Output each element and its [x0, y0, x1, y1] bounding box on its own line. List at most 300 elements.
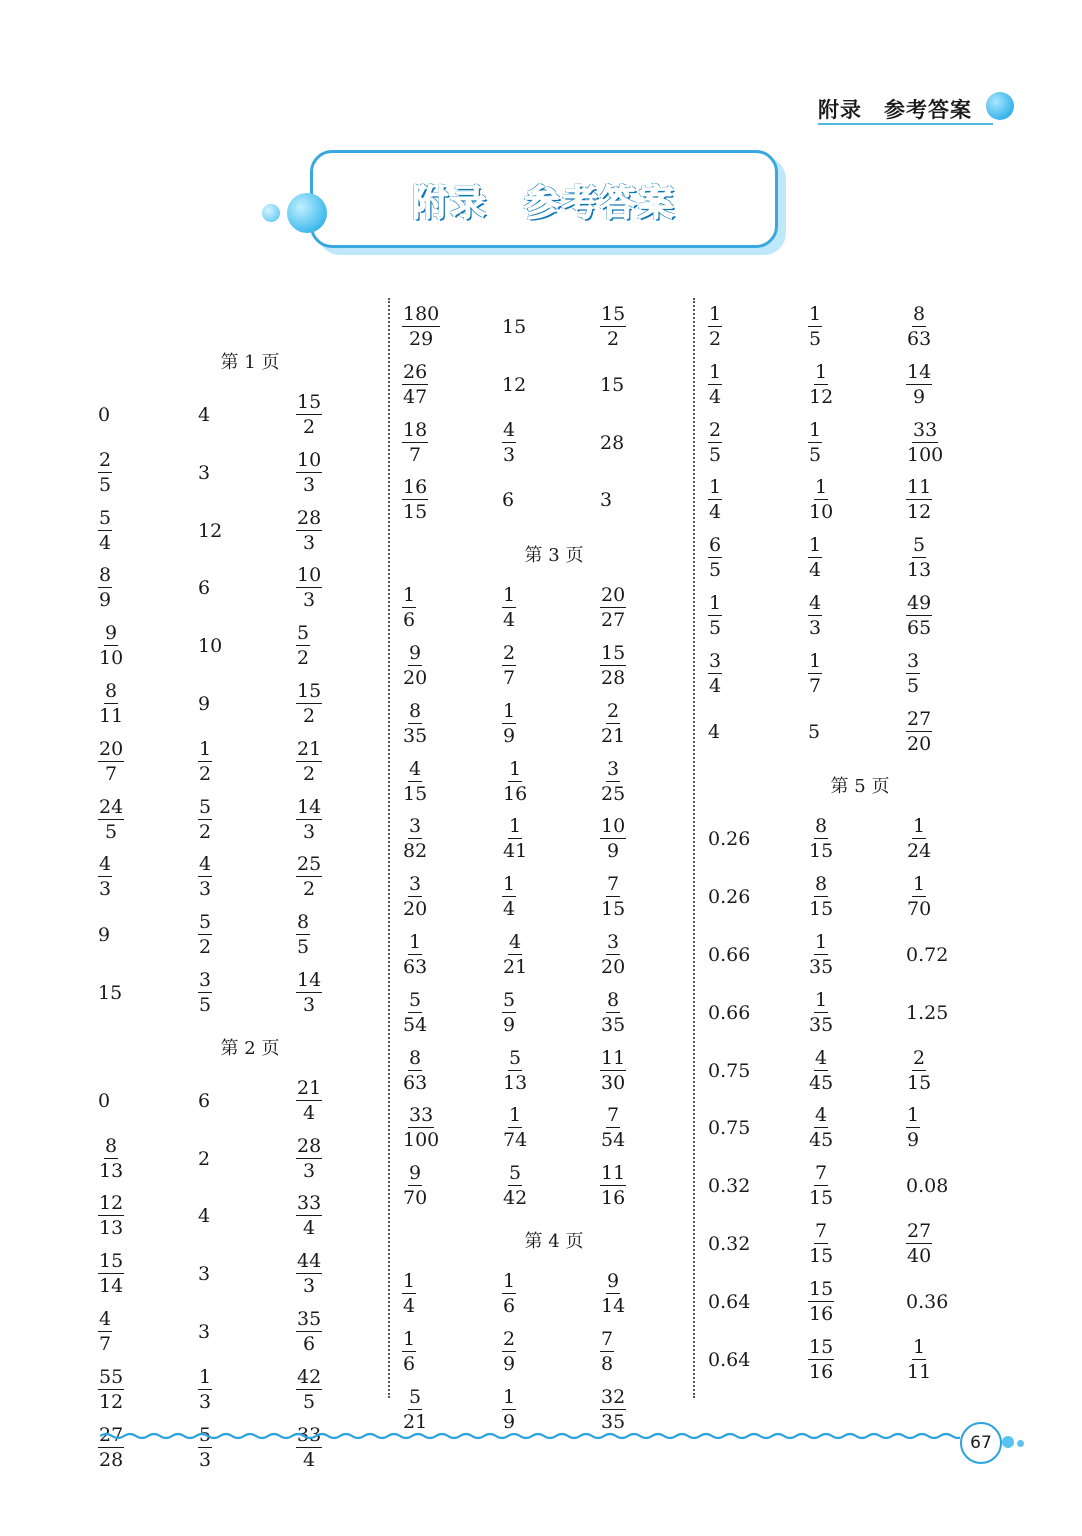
denominator: 15: [907, 1071, 932, 1094]
denominator: 3: [503, 443, 516, 466]
numerator: 28: [297, 1134, 322, 1157]
denominator: 9: [503, 1013, 516, 1036]
fraction: [808, 988, 834, 1036]
answer-cell: [600, 1269, 690, 1319]
denominator: 2: [303, 762, 316, 785]
blue-ball-icon: [986, 92, 1014, 120]
numerator: 9: [409, 642, 422, 664]
fraction: [402, 988, 428, 1036]
answer-value: 0.66: [708, 1001, 751, 1024]
answer-cell: [600, 583, 690, 633]
numerator: 55: [99, 1365, 124, 1388]
answer-cell: [708, 1277, 798, 1327]
fraction: [98, 506, 112, 554]
answer-cell: [708, 872, 798, 922]
denominator: 3: [303, 820, 316, 843]
numerator: 1: [913, 1335, 926, 1358]
answer-cell: [708, 302, 798, 352]
answer-value: 0.72: [906, 944, 949, 966]
numerator: 8: [815, 815, 828, 838]
answer-cell: [198, 1307, 288, 1357]
numerator: 4: [503, 418, 516, 441]
fraction: [296, 1134, 322, 1182]
answer-value: 6: [502, 489, 515, 512]
answer-cell: [808, 1161, 898, 1211]
fraction: [808, 817, 834, 861]
numerator: 7: [607, 1104, 620, 1127]
fraction: [502, 757, 528, 805]
answer-cell: [502, 699, 592, 749]
fraction: [98, 682, 124, 726]
answer-cell: [296, 1191, 386, 1241]
denominator: 15: [809, 840, 834, 863]
numerator: 5: [199, 795, 212, 818]
answer-cell: [708, 418, 798, 468]
numerator: 20: [99, 737, 124, 760]
answer-cell: [502, 988, 592, 1038]
denominator: 7: [809, 674, 822, 697]
section-heading: 第 2 页: [220, 1037, 280, 1059]
answer-cell: [402, 988, 492, 1038]
fraction: [198, 971, 212, 1015]
answer-value: 0.36: [906, 1290, 949, 1313]
answer-value: 3: [198, 1263, 211, 1286]
numerator: 8: [913, 303, 926, 325]
numerator: 11: [601, 1162, 626, 1185]
answer-cell: [296, 910, 386, 960]
numerator: 15: [601, 303, 626, 325]
answer-cell: [502, 872, 592, 922]
denominator: 15: [809, 898, 834, 921]
denominator: 12: [809, 385, 834, 408]
answer-cell: [708, 1103, 798, 1153]
denominator: 25: [601, 782, 626, 805]
answer-cell: [502, 930, 592, 980]
fraction: [502, 988, 516, 1036]
numerator: 1: [809, 303, 822, 325]
fraction: [600, 1106, 626, 1150]
denominator: 21: [403, 1410, 428, 1433]
fraction: [808, 1222, 834, 1266]
fraction: [906, 1222, 932, 1266]
answer-value: 3: [600, 489, 613, 512]
answer-cell: [906, 591, 996, 641]
answer-cell: [502, 418, 592, 468]
fraction: [402, 305, 440, 349]
fraction: [502, 1164, 528, 1208]
answer-cell: [402, 872, 492, 922]
denominator: 5: [709, 559, 722, 582]
answer-value: 9: [198, 693, 211, 715]
numerator: 15: [297, 391, 322, 413]
numerator: 33: [913, 418, 938, 441]
numerator: 7: [815, 1220, 828, 1242]
denominator: 7: [105, 762, 118, 785]
numerator: 1: [509, 815, 522, 838]
numerator: 1: [913, 873, 926, 896]
denominator: 20: [907, 732, 932, 755]
answer-cell: [198, 621, 288, 671]
fraction: [402, 360, 428, 408]
answer-value: 5: [808, 720, 821, 743]
denominator: 47: [403, 385, 428, 408]
numerator: 9: [607, 1270, 620, 1292]
numerator: 2: [607, 699, 620, 722]
numerator: 1: [815, 360, 828, 383]
fraction: [906, 305, 932, 349]
answer-value: 4: [198, 404, 211, 426]
column-divider: [693, 298, 695, 1398]
numerator: 14: [907, 360, 932, 383]
denominator: 100: [907, 443, 944, 466]
numerator: 10: [297, 564, 322, 587]
answer-cell: [906, 1219, 996, 1269]
answer-cell: [98, 1365, 188, 1415]
denominator: 20: [403, 667, 428, 689]
numerator: 1: [809, 418, 822, 441]
answer-cell: [402, 360, 492, 410]
column-divider: [388, 298, 390, 1398]
numerator: 4: [99, 853, 112, 876]
answer-cell: [402, 302, 492, 352]
answer-cell: [906, 302, 996, 352]
section-heading: 第 3 页: [524, 545, 584, 567]
fraction: [296, 1310, 322, 1354]
numerator: 1: [199, 737, 212, 760]
denominator: 3: [303, 994, 316, 1016]
denominator: 5: [709, 617, 722, 639]
answer-cell: [808, 707, 898, 757]
answer-cell: [198, 679, 288, 729]
fraction: [906, 1335, 932, 1383]
numerator: 4: [509, 931, 522, 953]
numerator: 12: [99, 1192, 124, 1215]
numerator: 8: [607, 988, 620, 1011]
denominator: 65: [907, 617, 932, 639]
denominator: 3: [809, 617, 822, 639]
fraction: [808, 933, 834, 977]
answer-cell: [502, 475, 592, 525]
numerator: 1: [409, 931, 422, 953]
numerator: 1: [509, 1104, 522, 1127]
numerator: 1: [913, 815, 926, 838]
answer-cell: [402, 583, 492, 633]
numerator: 20: [601, 584, 626, 607]
fraction: [906, 478, 932, 522]
denominator: 3: [303, 1159, 316, 1182]
numerator: 4: [815, 1104, 828, 1127]
answer-cell: [906, 1277, 996, 1327]
fraction: [198, 795, 212, 843]
numerator: 1: [709, 360, 722, 383]
denominator: 16: [809, 1360, 834, 1383]
answer-cell: [808, 1219, 898, 1269]
answer-value: 0.26: [708, 828, 751, 851]
denominator: 54: [403, 1013, 428, 1036]
fraction: [808, 1335, 834, 1383]
numerator: 4: [99, 1308, 112, 1330]
numerator: 5: [913, 534, 926, 557]
answer-cell: [906, 1335, 996, 1385]
denominator: 28: [601, 667, 626, 689]
denominator: 16: [809, 1302, 834, 1325]
denominator: 2: [303, 416, 316, 438]
answer-value: 15: [502, 316, 527, 338]
numerator: 15: [297, 680, 322, 702]
answer-cell: [98, 448, 188, 498]
answer-cell: [296, 506, 386, 556]
answer-cell: [808, 649, 898, 699]
answer-cell: [98, 563, 188, 613]
numerator: 5: [409, 1385, 422, 1408]
answer-cell: [98, 795, 188, 845]
fraction: [296, 971, 322, 1015]
numerator: 49: [907, 592, 932, 614]
answer-cell: [502, 1269, 592, 1319]
numerator: 1: [503, 873, 516, 896]
fraction: [502, 817, 528, 861]
denominator: 12: [99, 1390, 124, 1413]
numerator: 14: [297, 969, 322, 991]
denominator: 10: [99, 647, 124, 670]
fraction: [600, 933, 626, 977]
answer-cell: [198, 448, 288, 498]
fraction: [296, 737, 322, 785]
fraction: [808, 478, 834, 522]
denominator: 7: [503, 667, 516, 689]
denominator: 9: [607, 840, 620, 863]
numerator: 1: [403, 1270, 416, 1292]
denominator: 15: [403, 501, 428, 524]
denominator: 63: [907, 328, 932, 350]
answer-value: 12: [198, 519, 223, 542]
answer-cell: [600, 988, 690, 1038]
answer-cell: [98, 737, 188, 787]
fraction: [98, 624, 124, 668]
denominator: 3: [303, 589, 316, 612]
denominator: 2: [303, 878, 316, 901]
fraction: [198, 1365, 212, 1413]
fraction: [98, 1194, 124, 1238]
answer-cell: [198, 852, 288, 902]
fraction: [402, 699, 428, 747]
numerator: 11: [601, 1046, 626, 1069]
fraction: [198, 855, 212, 899]
answer-cell: [98, 390, 188, 440]
denominator: 24: [907, 840, 932, 863]
numerator: 5: [509, 1162, 522, 1185]
denominator: 13: [99, 1159, 124, 1182]
numerator: 1: [509, 757, 522, 780]
denominator: 35: [809, 956, 834, 978]
numerator: 14: [297, 795, 322, 818]
denominator: 5: [199, 994, 212, 1016]
fraction: [296, 624, 310, 668]
denominator: 5: [709, 443, 722, 466]
fraction: [402, 1106, 440, 1150]
denominator: 3: [199, 1448, 212, 1471]
numerator: 10: [297, 448, 322, 471]
numerator: 11: [907, 476, 932, 499]
denominator: 2: [709, 328, 722, 350]
page-number: 67: [960, 1422, 1002, 1464]
denominator: 14: [99, 1275, 124, 1298]
answer-value: 6: [198, 1089, 211, 1112]
denominator: 45: [809, 1129, 834, 1152]
answer-cell: [98, 1076, 188, 1126]
answer-cell: [502, 583, 592, 633]
numerator: 1: [503, 584, 516, 607]
fraction: [296, 566, 322, 610]
answer-cell: [708, 475, 798, 525]
answer-cell: [600, 1327, 690, 1377]
section-heading: 第 4 页: [524, 1231, 584, 1252]
answer-cell: [808, 1335, 898, 1385]
numerator: 5: [199, 1423, 212, 1446]
denominator: 3: [99, 878, 112, 901]
numerator: 1: [815, 931, 828, 953]
denominator: 15: [601, 898, 626, 921]
answer-cell: [98, 679, 188, 729]
denominator: 4: [503, 609, 516, 632]
answer-value: 0.26: [708, 886, 751, 909]
fraction: [198, 913, 212, 957]
fraction: [98, 1252, 124, 1296]
answer-cell: [296, 563, 386, 613]
fraction: [402, 644, 428, 688]
fraction: [98, 1134, 124, 1182]
answer-cell: [198, 1365, 288, 1415]
denominator: 5: [907, 674, 920, 697]
denominator: 9: [503, 1410, 516, 1433]
fraction: [906, 360, 932, 408]
answer-value: 3: [198, 461, 211, 484]
answer-cell: [296, 795, 386, 845]
answer-cell: [906, 649, 996, 699]
answer-cell: [600, 1046, 690, 1096]
denominator: 6: [403, 1352, 416, 1375]
answer-cell: [708, 1335, 798, 1385]
answer-cell: [808, 533, 898, 583]
denominator: 21: [601, 724, 626, 747]
numerator: 5: [297, 622, 310, 645]
answer-cell: [402, 641, 492, 691]
fraction: [502, 875, 516, 919]
numerator: 1: [809, 649, 822, 672]
denominator: 70: [907, 898, 932, 921]
answer-cell: [708, 988, 798, 1038]
answer-cell: [98, 506, 188, 556]
answer-cell: [198, 1191, 288, 1241]
fraction: [402, 757, 428, 805]
answer-cell: [198, 1249, 288, 1299]
answer-cell: [502, 302, 592, 352]
denominator: 6: [403, 609, 416, 632]
denominator: 13: [503, 1071, 528, 1094]
fraction: [296, 795, 322, 843]
answer-cell: [808, 814, 898, 864]
answer-cell: [296, 448, 386, 498]
answer-cell: [906, 1161, 996, 1211]
numerator: 21: [297, 737, 322, 760]
numerator: 2: [99, 448, 112, 471]
answer-cell: [708, 930, 798, 980]
fraction: [296, 913, 310, 957]
fraction: [808, 875, 834, 919]
denominator: 3: [303, 1275, 316, 1298]
denominator: 2: [199, 936, 212, 959]
numerator: 33: [409, 1104, 434, 1127]
denominator: 29: [409, 328, 434, 350]
answer-value: 0.75: [708, 1117, 751, 1140]
dot-icon: [1002, 1436, 1014, 1448]
numerator: 5: [509, 1046, 522, 1069]
fraction: [708, 360, 722, 408]
answer-cell: [906, 988, 996, 1038]
answer-cell: [808, 1103, 898, 1153]
denominator: 7: [409, 443, 422, 466]
running-header-underline: [818, 123, 993, 125]
fraction: [906, 418, 944, 466]
answer-value: 28: [600, 431, 625, 454]
denominator: 13: [907, 559, 932, 582]
denominator: 35: [601, 1410, 626, 1433]
denominator: 9: [907, 1129, 920, 1152]
numerator: 21: [297, 1076, 322, 1099]
numerator: 27: [907, 707, 932, 730]
answer-cell: [808, 360, 898, 410]
answer-cell: [502, 1103, 592, 1153]
answer-cell: [600, 475, 690, 525]
answer-cell: [808, 988, 898, 1038]
numerator: 8: [409, 699, 422, 722]
answer-cell: [198, 1076, 288, 1126]
denominator: 4: [709, 674, 722, 697]
answer-cell: [98, 1249, 188, 1299]
fraction: [402, 875, 428, 919]
numerator: 8: [409, 1046, 422, 1069]
answer-cell: [808, 1277, 898, 1327]
answer-cell: [296, 1249, 386, 1299]
denominator: 5: [297, 936, 310, 959]
fraction: [402, 817, 428, 861]
numerator: 15: [809, 1335, 834, 1358]
denominator: 7: [99, 1333, 112, 1355]
numerator: 5: [503, 988, 516, 1011]
fraction: [600, 988, 626, 1036]
denominator: 82: [403, 840, 428, 863]
numerator: 2: [913, 1046, 926, 1069]
fraction: [502, 933, 528, 977]
fraction: [98, 1365, 124, 1413]
numerator: 1: [503, 1270, 516, 1292]
fraction: [600, 644, 626, 688]
fraction: [906, 817, 932, 861]
answer-cell: [502, 757, 592, 807]
denominator: 4: [709, 385, 722, 408]
fraction: [402, 1046, 428, 1094]
fraction: [198, 737, 212, 785]
answer-value: 6: [198, 577, 211, 600]
numerator: 6: [709, 534, 722, 557]
running-header-part1: 附录: [818, 98, 862, 122]
answer-cell: [600, 872, 690, 922]
answer-cell: [402, 1269, 492, 1319]
fraction: [600, 817, 626, 861]
page-title: 附录 参考答案: [411, 183, 677, 224]
fraction: [600, 757, 626, 805]
answer-cell: [600, 418, 690, 468]
